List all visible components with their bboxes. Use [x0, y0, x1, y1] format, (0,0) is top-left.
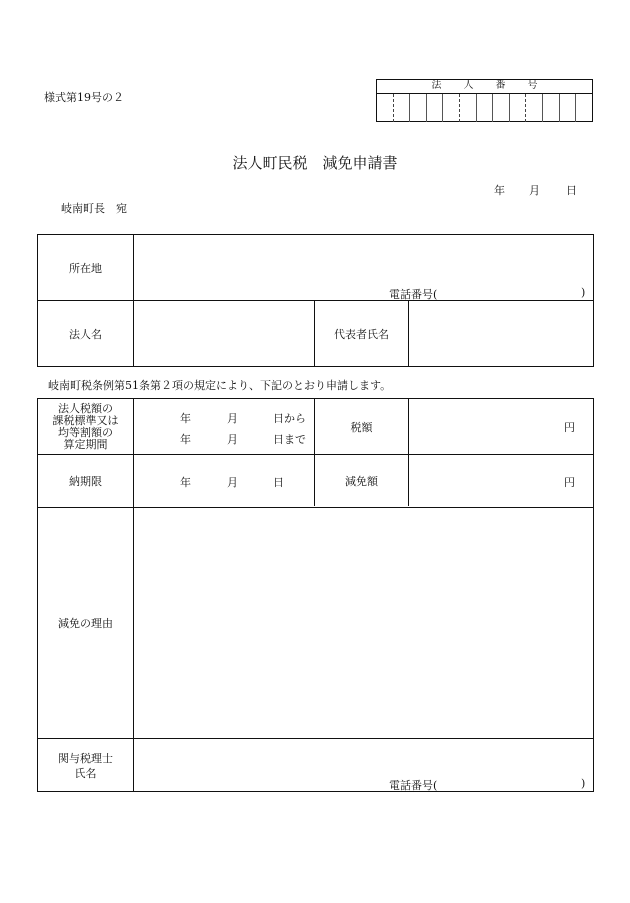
- corporate-number-digit[interactable]: [559, 94, 576, 122]
- date-day: 日: [566, 184, 577, 197]
- applicant-phone-label: 電話番号(: [389, 288, 438, 301]
- period-from-year: 年: [180, 412, 191, 425]
- corporate-number-digit[interactable]: [426, 94, 443, 122]
- due-month: 月: [227, 476, 238, 489]
- corporate-number-digit[interactable]: [525, 94, 542, 122]
- location-label: 所在地: [69, 261, 102, 275]
- period-label-line: 法人税額の: [58, 401, 113, 415]
- corporate-number-box: [376, 79, 593, 122]
- form-number: 様式第19号の２: [44, 91, 124, 104]
- tax-amount-yen: 円: [564, 421, 575, 434]
- corporate-number-cells[interactable]: [377, 94, 592, 122]
- details-table: [37, 398, 594, 792]
- period-label-line: 課税標準又は: [52, 413, 119, 427]
- corporate-number-digit[interactable]: [476, 94, 493, 122]
- corporate-number-label: [377, 80, 592, 94]
- applicant-table: [37, 234, 594, 367]
- accountant-field[interactable]: [134, 739, 594, 792]
- accountant-label-line: 関与税理士: [58, 751, 113, 765]
- addressee: 岐南町長 宛: [61, 202, 127, 215]
- period-to-year: 年: [180, 433, 191, 446]
- period-from-day: 日から: [273, 412, 306, 425]
- corporate-number-digit[interactable]: [492, 94, 509, 122]
- tax-amount-label: 税額: [350, 420, 373, 434]
- accountant-label-line: 氏名: [74, 766, 97, 780]
- period-label-line: 均等割額の: [58, 425, 113, 439]
- date-year: 年: [494, 184, 505, 197]
- corporate-number-label-char: 人: [463, 80, 474, 91]
- corporate-number-digit[interactable]: [442, 94, 459, 122]
- period-to-month: 月: [227, 433, 238, 446]
- due-label: 納期限: [69, 475, 102, 488]
- reduction-label: 減免額: [345, 475, 378, 488]
- corporate-number-digit[interactable]: [377, 94, 393, 122]
- due-year: 年: [180, 476, 191, 489]
- period-from-month: 月: [227, 412, 238, 425]
- due-day: 日: [273, 476, 284, 489]
- corp-name-field[interactable]: [134, 301, 314, 367]
- corporate-number-label-char: 法: [431, 80, 442, 91]
- corporate-number-digit[interactable]: [459, 94, 476, 122]
- rep-name-label: 代表者氏名: [334, 328, 389, 341]
- corporate-number-label-char: 番: [495, 80, 506, 91]
- reduction-yen: 円: [564, 476, 575, 489]
- corporate-number-digit[interactable]: [409, 94, 426, 122]
- reason-label: 減免の理由: [58, 617, 113, 630]
- accountant-phone-close: ): [581, 777, 586, 790]
- accountant-phone-label: 電話番号(: [389, 779, 438, 792]
- form-title: 法人町民税 減免申請書: [232, 154, 398, 172]
- location-field[interactable]: [134, 235, 594, 300]
- corp-name-label: 法人名: [69, 328, 102, 341]
- corporate-number-digit[interactable]: [393, 94, 410, 122]
- corporate-number-digit[interactable]: [542, 94, 559, 122]
- period-label: [38, 399, 133, 454]
- corporate-number-digit[interactable]: [509, 94, 526, 122]
- declaration-text: 岐南町税条例第51条第２項の規定により、下記のとおり申請します。: [48, 379, 392, 392]
- corporate-number-label-char: 号: [527, 80, 538, 91]
- rep-name-field[interactable]: [409, 301, 594, 367]
- date-month: 月: [529, 184, 540, 197]
- reason-field[interactable]: [134, 508, 594, 738]
- corporate-number-digit[interactable]: [575, 94, 592, 122]
- period-to-day: 日まで: [273, 433, 306, 446]
- accountant-label: [38, 739, 133, 792]
- applicant-phone-close: ): [581, 286, 586, 299]
- period-label-line: 算定期間: [63, 437, 108, 451]
